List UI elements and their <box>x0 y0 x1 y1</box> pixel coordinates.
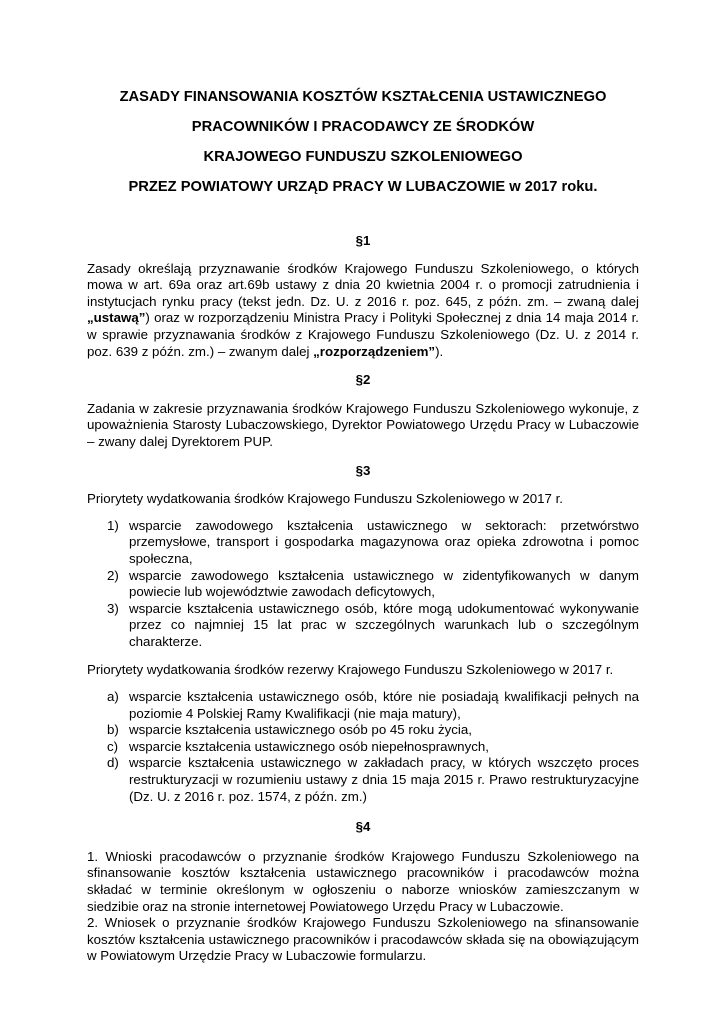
list-item-text: wsparcie zawodowego kształcenia ustawicznego w sektorach: przetwórstwo przemysłowe, transport i gospodarka magazynowa oraz opieka zdrowotna i pomoc społeczna, <box>129 517 639 566</box>
list-marker: a) <box>107 689 119 705</box>
list-marker: c) <box>107 738 119 754</box>
list-item <box>107 600 639 651</box>
list-item <box>107 517 639 568</box>
section-heading-2: §2 <box>355 372 371 388</box>
list-item-text: wsparcie zawodowego kształcenia ustawicznego w zidentyfikowanych w danym powiecie lub województwie zawodach deficytowych, <box>129 567 639 600</box>
section-heading-3: §3 <box>355 462 371 478</box>
list-item-text: wsparcie kształcenia ustawicznego osób, które nie posiadają kwalifikacji pełnych na poziomie 4 Polskiej Ramy Kwalifikacji (nie maja matury), <box>129 689 639 721</box>
priorities-intro: Priorytety wydatkowania środków Krajowego Funduszu Szkoleniowego w 2017 r. <box>87 491 563 507</box>
title-line: ZASADY FINANSOWANIA KOSZTÓW KSZTAŁCENIA USTAWICZNEGO <box>119 89 607 105</box>
s1-text-c: ). <box>435 343 444 359</box>
title-line: KRAJOWEGO FUNDUSZU SZKOLENIOWEGO <box>203 149 523 165</box>
section-2-paragraph: Zadania w zakresie przyznawania środków Krajowego Funduszu Szkoleniowego wykonuje, z upoważnienia Starosty Lubaczowskiego, Dyrektor Powiatowego Urzędu Pracy w Lubaczowie – zwany dalej Dyrektorem PUP. <box>87 400 639 449</box>
list-marker: d) <box>107 755 119 771</box>
reserve-priorities-intro: Priorytety wydatkowania środków rezerwy Krajowego Funduszu Szkoleniowego w 2017 r. <box>87 662 614 678</box>
section-4-paragraph-2: 2. Wniosek o przyznanie środków Krajowego Funduszu Szkoleniowego na sfinansowanie kosztów kształcenia ustawicznego pracowników i pracodawców składa się na obowiązującym w Powiatowym Urzędzie Pracy w Lubaczowie formularzu. <box>87 915 639 964</box>
section-4-paragraph-1: 1. Wnioski pracodawców o przyznanie środków Krajowego Funduszu Szkoleniowego na sfinansowanie kosztów kształcenia ustawicznego pracowników i pracodawców można składać w terminie określonym w ogłoszeniu o naborze wniosków zamieszczanym w siedzibie oraz na stronie internetowej Powiatowego Urzędu Pracy w Lubaczowie. <box>87 848 639 914</box>
document-title <box>87 82 639 202</box>
section-heading-4: §4 <box>355 819 371 835</box>
s1-text-a: Zasady określają przyznawanie środków Krajowego Funduszu Szkoleniowego, o których mowa w art. 69a oraz art.69b ustawy z dnia 20 kwietnia 2004 r. o promocji zatrudnienia i instytucjach rynku pracy (tekst jedn. Dz. U. z 2016 r. poz. 645, z późn. zm. – zwaną dalej <box>87 260 639 309</box>
list-item <box>107 738 639 756</box>
list-marker: 1) <box>107 517 119 533</box>
list-item-text: wsparcie kształcenia ustawicznego osób po 45 roku życia, <box>129 722 472 738</box>
list-item <box>107 755 639 805</box>
title-line: PRACOWNIKÓW I PRACODAWCY ZE ŚRODKÓW <box>191 119 535 135</box>
list-marker: 3) <box>107 600 119 616</box>
list-item <box>107 689 639 722</box>
s1-text-b: ) oraz w rozporządzeniu Ministra Pracy i Polityki Społecznej z dnia 14 maja 2014 r. w sprawie przyznawania środków z Krajowego Funduszu Szkoleniowego (Dz. U. z 2014 r. poz. 639 z późn. zm.) – zwanym dalej <box>87 310 639 359</box>
list-marker: 2) <box>107 567 119 583</box>
section-heading-1: §1 <box>355 233 371 248</box>
list-item-text: wsparcie kształcenia ustawicznego osób niepełnosprawnych, <box>129 738 489 754</box>
term-ustawa: „ustawą” <box>87 310 146 326</box>
list-item <box>107 567 639 601</box>
title-line: PRZEZ POWIATOWY URZĄD PRACY W LUBACZOWIE w 2017 roku. <box>128 179 598 195</box>
list-item-text: wsparcie kształcenia ustawicznego w zakładach pracy, w których wszczęto proces restrukturyzacji w rozumieniu ustawy z dnia 15 maja 2015 r. Prawo restrukturyzacyjne (Dz. U. z 2016 r. poz. 1574, z późn. zm.) <box>129 755 639 804</box>
reserve-priorities-list <box>87 689 639 805</box>
term-rozporzadzenie: „rozporządzeniem” <box>313 343 436 359</box>
list-item-text: wsparcie kształcenia ustawicznego osób, które mogą udokumentować wykonywanie przez co najmniej 15 lat prac w szczególnych warunkach lub o szczególnym charakterze. <box>129 600 639 649</box>
list-item <box>107 722 639 739</box>
priorities-list <box>87 518 639 651</box>
section-1-paragraph <box>87 261 639 361</box>
list-marker: b) <box>107 722 119 738</box>
